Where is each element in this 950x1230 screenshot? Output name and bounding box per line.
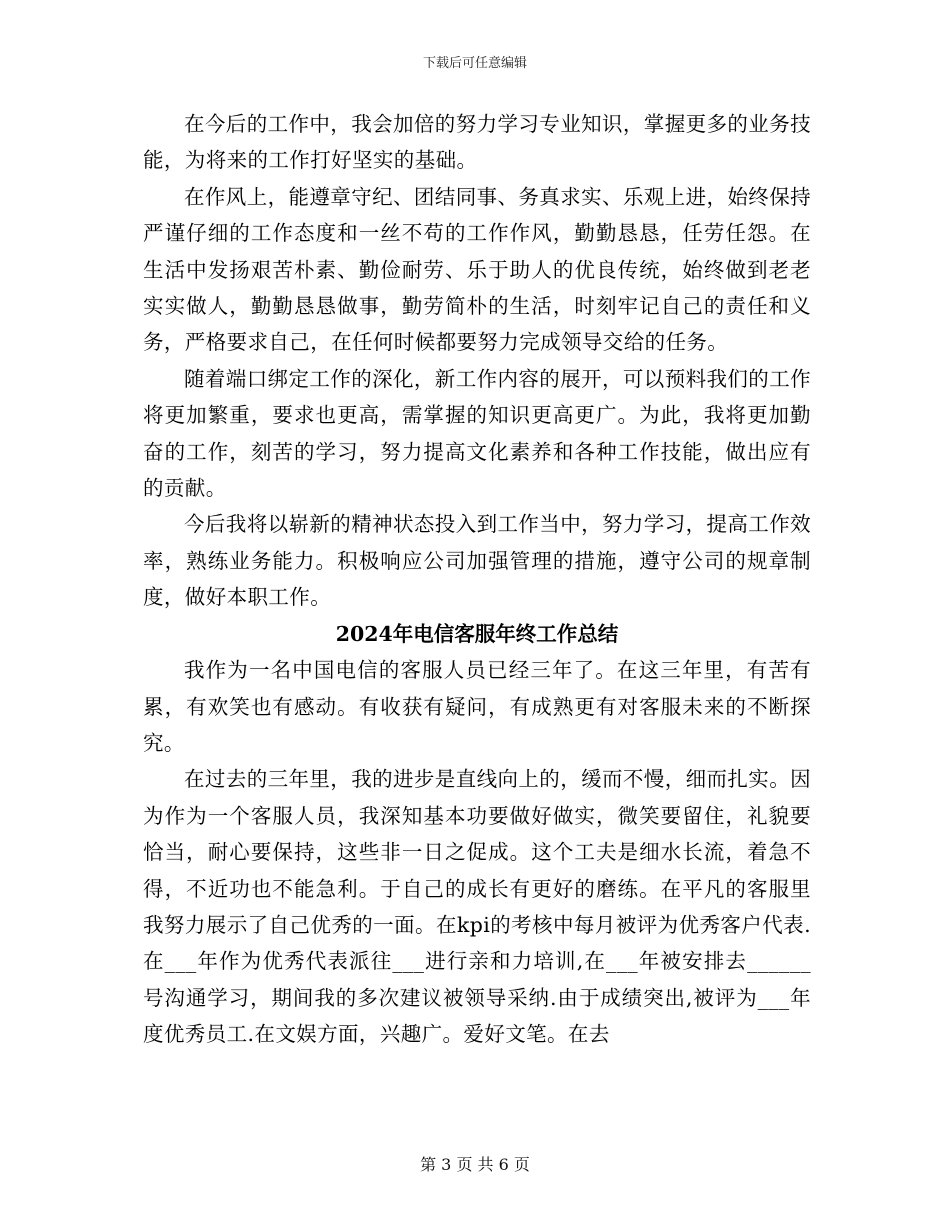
- paragraph: 今后我将以崭新的精神状态投入到工作当中，努力学习，提高工作效率，熟练业务能力。积极响应公司加强管理的措施，遵守公司的规章制度，做好本职工作。: [143, 512, 811, 610]
- paragraph: 在过去的三年里，我的进步是直线向上的，缓而不慢，细而扎实。因为作为一个客服人员，我深知基本功要做好做实，微笑要留住，礼貌要恰当，耐心要保持，这些非一日之促成。这个工夫是细水长流，着急不得，不近功也不能急利。于自己的成长有更好的磨练。在平凡的客服里我努力展示了自己优秀的一面。在kpi的考核中每月被评为优秀客户代表.在___年作为优秀代表派往___进行亲和力培训,在___年被安排去______号沟通学习，期间我的多次建议被领导采纳.由于成绩突出,被评为___年度优秀员工.在文娱方面，兴趣广。爱好文笔。在去: [143, 767, 811, 1047]
- paragraph: 在今后的工作中，我会加倍的努力学习专业知识，掌握更多的业务技能，为将来的工作打好坚实的基础。: [143, 112, 811, 173]
- page-header: 下载后可任意编辑: [422, 56, 527, 71]
- section-title: 2024年电信客服年终工作总结: [335, 621, 619, 646]
- page-footer: 第 3 页 共 6 页: [420, 1155, 530, 1174]
- paragraph: 我作为一名中国电信的客服人员已经三年了。在这三年里，有苦有累，有欢笑也有感动。有收获有疑问，有成熟更有对客服未来的不断探究。: [143, 658, 811, 755]
- paragraph: 在作风上，能遵章守纪、团结同事、务真求实、乐观上进，始终保持严谨仔细的工作态度和一丝不苟的工作作风，勤勤恳恳，任劳任怨。在生活中发扬艰苦朴素、勤俭耐劳、乐于助人的优良传统，始终做到老老实实做人，勤勤恳恳做事，勤劳简朴的生活，时刻牢记自己的责任和义务，严格要求自己，在任何时候都要努力完成领导交给的任务。: [143, 184, 811, 355]
- document-body: [143, 106, 811, 1053]
- paragraph: 随着端口绑定工作的深化，新工作内容的展开，可以预料我们的工作将更加繁重，要求也更高，需掌握的知识更高更广。为此，我将更加勤奋的工作，刻苦的学习，努力提高文化素养和各种工作技能，做出应有的贡献。: [143, 366, 811, 501]
